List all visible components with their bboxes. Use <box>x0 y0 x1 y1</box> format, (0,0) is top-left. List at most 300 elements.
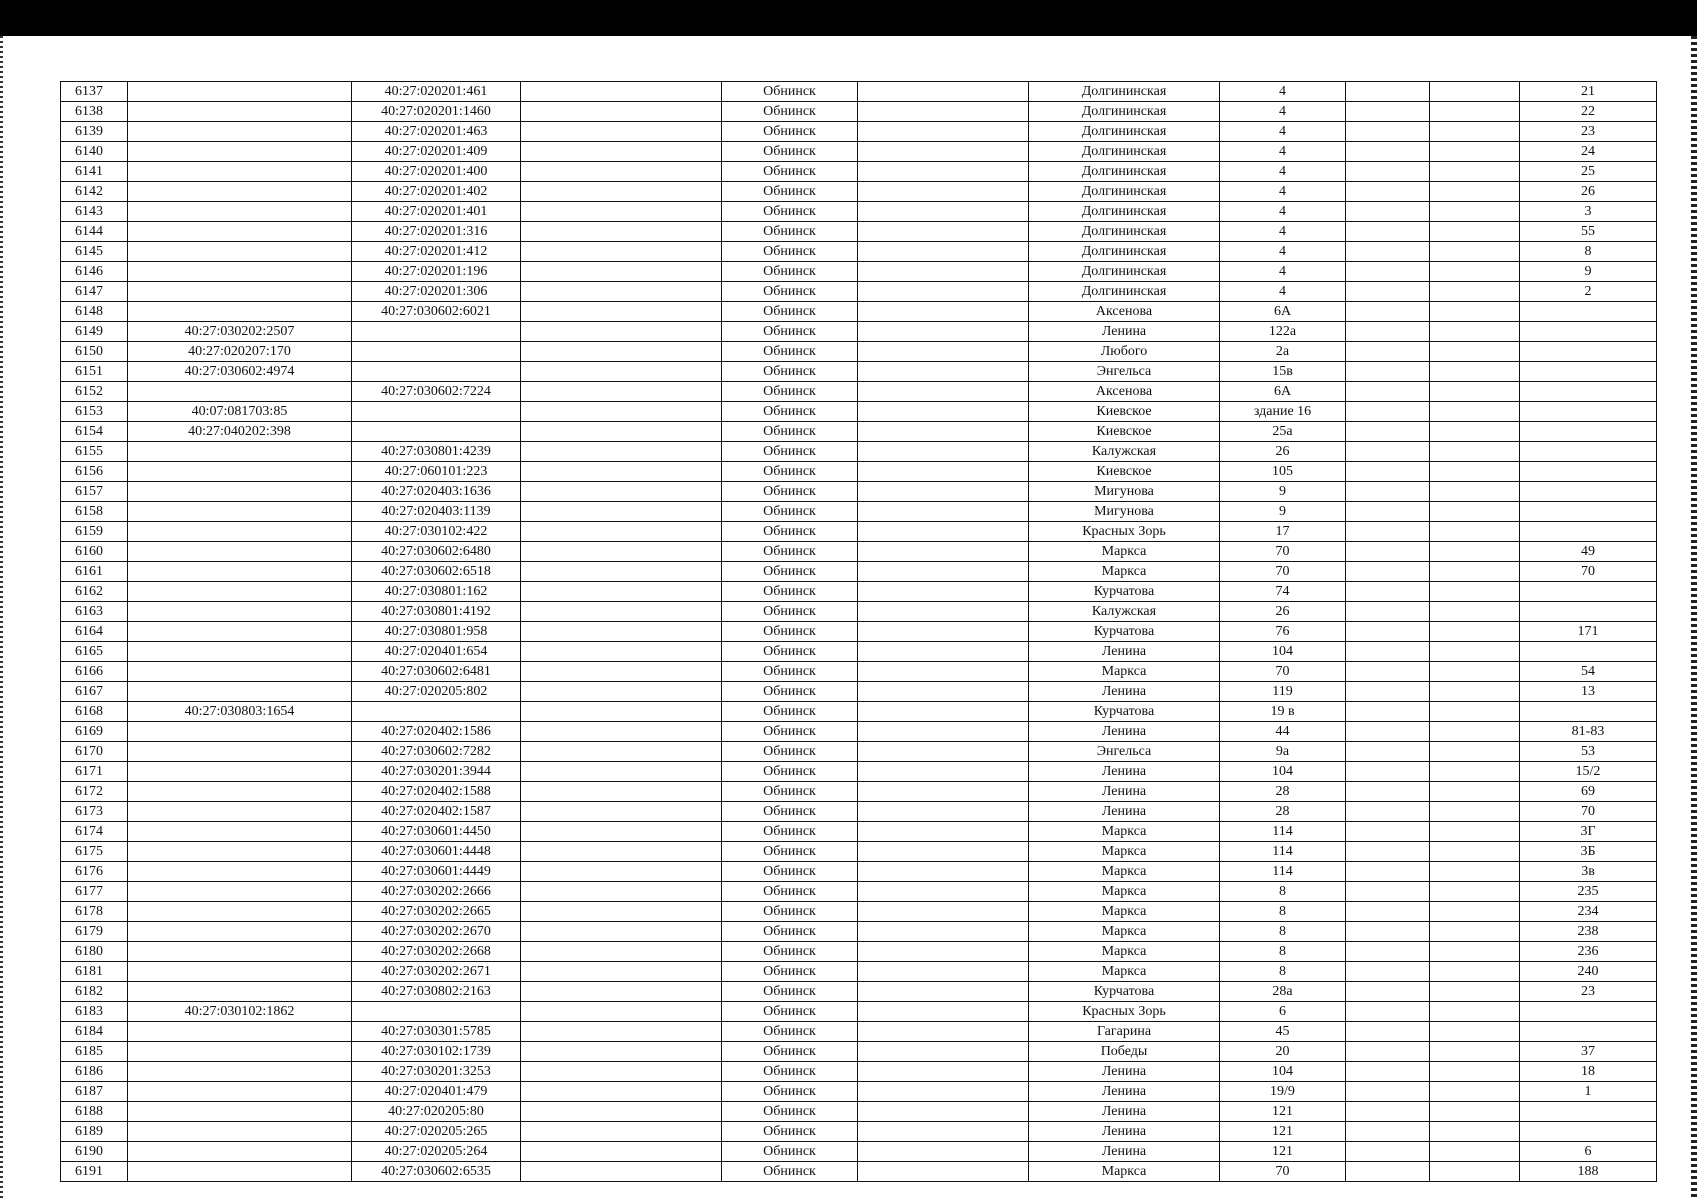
table-row <box>61 1122 1657 1142</box>
flat-cell: 23 <box>1520 122 1657 142</box>
table-row <box>61 242 1657 262</box>
blank-cell <box>858 782 1029 802</box>
blank-cell <box>521 602 722 622</box>
blank-cell <box>1430 542 1520 562</box>
house-cell: 8 <box>1220 882 1346 902</box>
cadastral-number-premises: 40:27:020201:412 <box>352 242 521 262</box>
cadastral-number-building <box>128 602 352 622</box>
register-sheet <box>60 81 1656 1182</box>
row-number: 6178 <box>61 902 128 922</box>
blank-cell <box>521 282 722 302</box>
blank-cell <box>858 702 1029 722</box>
blank-cell <box>858 482 1029 502</box>
blank-cell <box>521 722 722 742</box>
street-cell: Долгининская <box>1029 122 1220 142</box>
blank-cell <box>1430 442 1520 462</box>
blank-cell <box>858 122 1029 142</box>
blank-cell <box>521 782 722 802</box>
cadastral-number-building <box>128 482 352 502</box>
cadastral-number-premises: 40:27:030801:4192 <box>352 602 521 622</box>
house-cell: 28 <box>1220 802 1346 822</box>
blank-cell <box>858 1022 1029 1042</box>
cadastral-number-premises <box>352 422 521 442</box>
city-cell: Обнинск <box>722 822 858 842</box>
city-cell: Обнинск <box>722 562 858 582</box>
cadastral-number-premises: 40:27:020201:463 <box>352 122 521 142</box>
cadastral-number-premises: 40:27:030802:2163 <box>352 982 521 1002</box>
cadastral-number-premises: 40:27:020205:264 <box>352 1142 521 1162</box>
cadastral-number-premises: 40:27:020403:1636 <box>352 482 521 502</box>
city-cell: Обнинск <box>722 362 858 382</box>
street-cell: Киевское <box>1029 462 1220 482</box>
street-cell: Долгининская <box>1029 102 1220 122</box>
blank-cell <box>858 762 1029 782</box>
house-cell: 4 <box>1220 102 1346 122</box>
blank-cell <box>858 662 1029 682</box>
blank-cell <box>1430 1082 1520 1102</box>
table-row <box>61 462 1657 482</box>
blank-cell <box>858 862 1029 882</box>
blank-cell <box>521 1062 722 1082</box>
table-row <box>61 982 1657 1002</box>
cadastral-number-premises: 40:27:030602:6480 <box>352 542 521 562</box>
cadastral-number-premises: 40:27:020201:306 <box>352 282 521 302</box>
table-row <box>61 182 1657 202</box>
blank-cell <box>858 242 1029 262</box>
blank-cell <box>521 182 722 202</box>
cadastral-number-premises: 40:27:020201:461 <box>352 82 521 102</box>
flat-cell: 70 <box>1520 802 1657 822</box>
city-cell: Обнинск <box>722 782 858 802</box>
blank-cell <box>1430 1122 1520 1142</box>
row-number: 6191 <box>61 1162 128 1182</box>
cadastral-number-building <box>128 1102 352 1122</box>
city-cell: Обнинск <box>722 502 858 522</box>
row-number: 6180 <box>61 942 128 962</box>
street-cell: Долгининская <box>1029 242 1220 262</box>
house-cell: 6А <box>1220 302 1346 322</box>
blank-cell <box>1346 1162 1430 1182</box>
blank-cell <box>1346 362 1430 382</box>
address-register-table <box>60 81 1657 1182</box>
flat-cell: 18 <box>1520 1062 1657 1082</box>
blank-cell <box>858 602 1029 622</box>
blank-cell <box>858 462 1029 482</box>
row-number: 6158 <box>61 502 128 522</box>
street-cell: Маркса <box>1029 842 1220 862</box>
blank-cell <box>1346 162 1430 182</box>
flat-cell: 81-83 <box>1520 722 1657 742</box>
city-cell: Обнинск <box>722 582 858 602</box>
city-cell: Обнинск <box>722 762 858 782</box>
flat-cell: 54 <box>1520 662 1657 682</box>
blank-cell <box>521 1122 722 1142</box>
city-cell: Обнинск <box>722 662 858 682</box>
blank-cell <box>1430 422 1520 442</box>
street-cell: Маркса <box>1029 882 1220 902</box>
cadastral-number-premises: 40:27:020201:400 <box>352 162 521 182</box>
blank-cell <box>858 622 1029 642</box>
cadastral-number-building <box>128 582 352 602</box>
table-row <box>61 1062 1657 1082</box>
cadastral-number-premises: 40:27:030201:3944 <box>352 762 521 782</box>
house-cell: 104 <box>1220 642 1346 662</box>
street-cell: Долгининская <box>1029 162 1220 182</box>
cadastral-number-building <box>128 1022 352 1042</box>
house-cell: 26 <box>1220 602 1346 622</box>
blank-cell <box>1346 202 1430 222</box>
cadastral-number-building <box>128 1142 352 1162</box>
cadastral-number-premises: 40:27:030102:1739 <box>352 1042 521 1062</box>
street-cell: Ленина <box>1029 782 1220 802</box>
house-cell: 4 <box>1220 142 1346 162</box>
scan-left-edge <box>0 36 3 1200</box>
city-cell: Обнинск <box>722 1122 858 1142</box>
blank-cell <box>858 102 1029 122</box>
house-cell: 119 <box>1220 682 1346 702</box>
row-number: 6145 <box>61 242 128 262</box>
street-cell: Аксенова <box>1029 302 1220 322</box>
cadastral-number-building <box>128 302 352 322</box>
street-cell: Долгининская <box>1029 142 1220 162</box>
blank-cell <box>858 642 1029 662</box>
blank-cell <box>1430 662 1520 682</box>
house-cell: 28а <box>1220 982 1346 1002</box>
row-number: 6138 <box>61 102 128 122</box>
blank-cell <box>1430 762 1520 782</box>
blank-cell <box>521 122 722 142</box>
row-number: 6148 <box>61 302 128 322</box>
row-number: 6176 <box>61 862 128 882</box>
blank-cell <box>1346 1042 1430 1062</box>
blank-cell <box>858 262 1029 282</box>
street-cell: Ленина <box>1029 1082 1220 1102</box>
cadastral-number-premises: 40:27:030202:2671 <box>352 962 521 982</box>
flat-cell <box>1520 302 1657 322</box>
blank-cell <box>858 142 1029 162</box>
table-row <box>61 1022 1657 1042</box>
blank-cell <box>1430 982 1520 1002</box>
street-cell: Любого <box>1029 342 1220 362</box>
row-number: 6177 <box>61 882 128 902</box>
row-number: 6175 <box>61 842 128 862</box>
house-cell: 6 <box>1220 1002 1346 1022</box>
street-cell: Гагарина <box>1029 1022 1220 1042</box>
cadastral-number-building <box>128 742 352 762</box>
city-cell: Обнинск <box>722 342 858 362</box>
city-cell: Обнинск <box>722 162 858 182</box>
house-cell: 45 <box>1220 1022 1346 1042</box>
blank-cell <box>521 662 722 682</box>
house-cell: 70 <box>1220 562 1346 582</box>
table-row <box>61 1142 1657 1162</box>
row-number: 6167 <box>61 682 128 702</box>
street-cell: Курчатова <box>1029 982 1220 1002</box>
blank-cell <box>858 802 1029 822</box>
flat-cell: 69 <box>1520 782 1657 802</box>
blank-cell <box>521 1082 722 1102</box>
row-number: 6186 <box>61 1062 128 1082</box>
blank-cell <box>1430 822 1520 842</box>
house-cell: 104 <box>1220 762 1346 782</box>
blank-cell <box>521 762 722 782</box>
flat-cell: 9 <box>1520 262 1657 282</box>
street-cell: Ленина <box>1029 1102 1220 1122</box>
cadastral-number-building <box>128 682 352 702</box>
blank-cell <box>1346 742 1430 762</box>
table-row <box>61 642 1657 662</box>
cadastral-number-building <box>128 1082 352 1102</box>
blank-cell <box>521 682 722 702</box>
flat-cell: 1 <box>1520 1082 1657 1102</box>
table-row <box>61 1042 1657 1062</box>
blank-cell <box>1430 842 1520 862</box>
blank-cell <box>521 1022 722 1042</box>
cadastral-number-building: 40:27:030803:1654 <box>128 702 352 722</box>
row-number: 6146 <box>61 262 128 282</box>
row-number: 6156 <box>61 462 128 482</box>
row-number: 6161 <box>61 562 128 582</box>
cadastral-number-premises: 40:27:030602:6481 <box>352 662 521 682</box>
table-row <box>61 862 1657 882</box>
cadastral-number-building <box>128 242 352 262</box>
street-cell: Ленина <box>1029 762 1220 782</box>
blank-cell <box>1346 442 1430 462</box>
scan-top-border <box>0 0 1697 36</box>
city-cell: Обнинск <box>722 802 858 822</box>
blank-cell <box>858 722 1029 742</box>
city-cell: Обнинск <box>722 402 858 422</box>
blank-cell <box>1346 562 1430 582</box>
table-row <box>61 802 1657 822</box>
cadastral-number-building <box>128 542 352 562</box>
table-row <box>61 142 1657 162</box>
house-cell: 4 <box>1220 162 1346 182</box>
city-cell: Обнинск <box>722 942 858 962</box>
blank-cell <box>1346 222 1430 242</box>
city-cell: Обнинск <box>722 442 858 462</box>
street-cell: Красных Зорь <box>1029 522 1220 542</box>
blank-cell <box>1430 1042 1520 1062</box>
city-cell: Обнинск <box>722 322 858 342</box>
street-cell: Энгельса <box>1029 742 1220 762</box>
street-cell: Маркса <box>1029 902 1220 922</box>
house-cell: 4 <box>1220 222 1346 242</box>
cadastral-number-premises <box>352 702 521 722</box>
row-number: 6153 <box>61 402 128 422</box>
blank-cell <box>858 282 1029 302</box>
flat-cell: 26 <box>1520 182 1657 202</box>
blank-cell <box>521 1002 722 1022</box>
cadastral-number-building <box>128 282 352 302</box>
blank-cell <box>1346 482 1430 502</box>
flat-cell: 3Б <box>1520 842 1657 862</box>
flat-cell <box>1520 1102 1657 1122</box>
cadastral-number-building: 40:27:030602:4974 <box>128 362 352 382</box>
city-cell: Обнинск <box>722 122 858 142</box>
city-cell: Обнинск <box>722 182 858 202</box>
row-number: 6171 <box>61 762 128 782</box>
house-cell: 4 <box>1220 202 1346 222</box>
blank-cell <box>858 182 1029 202</box>
table-row <box>61 682 1657 702</box>
row-number: 6159 <box>61 522 128 542</box>
row-number: 6190 <box>61 1142 128 1162</box>
table-row <box>61 542 1657 562</box>
table-row <box>61 942 1657 962</box>
blank-cell <box>1346 882 1430 902</box>
blank-cell <box>858 162 1029 182</box>
cadastral-number-building <box>128 562 352 582</box>
cadastral-number-building: 40:27:040202:398 <box>128 422 352 442</box>
table-row <box>61 1162 1657 1182</box>
flat-cell: 15/2 <box>1520 762 1657 782</box>
cadastral-number-building <box>128 782 352 802</box>
street-cell: Долгининская <box>1029 222 1220 242</box>
house-cell: 114 <box>1220 822 1346 842</box>
street-cell: Ленина <box>1029 1142 1220 1162</box>
house-cell: 9 <box>1220 482 1346 502</box>
cadastral-number-premises: 40:27:020401:654 <box>352 642 521 662</box>
table-row <box>61 162 1657 182</box>
blank-cell <box>521 542 722 562</box>
blank-cell <box>1346 1122 1430 1142</box>
cadastral-number-building <box>128 462 352 482</box>
blank-cell <box>521 582 722 602</box>
blank-cell <box>858 1142 1029 1162</box>
city-cell: Обнинск <box>722 742 858 762</box>
street-cell: Долгининская <box>1029 202 1220 222</box>
city-cell: Обнинск <box>722 1102 858 1122</box>
cadastral-number-building <box>128 142 352 162</box>
flat-cell: 24 <box>1520 142 1657 162</box>
house-cell: 114 <box>1220 862 1346 882</box>
flat-cell <box>1520 422 1657 442</box>
blank-cell <box>1346 582 1430 602</box>
cadastral-number-building <box>128 1042 352 1062</box>
street-cell: Курчатова <box>1029 622 1220 642</box>
cadastral-number-building <box>128 842 352 862</box>
house-cell: 17 <box>1220 522 1346 542</box>
cadastral-number-premises: 40:27:030602:6518 <box>352 562 521 582</box>
cadastral-number-building <box>128 502 352 522</box>
blank-cell <box>521 502 722 522</box>
blank-cell <box>1346 102 1430 122</box>
city-cell: Обнинск <box>722 642 858 662</box>
blank-cell <box>1430 402 1520 422</box>
cadastral-number-building <box>128 662 352 682</box>
table-row <box>61 822 1657 842</box>
blank-cell <box>521 982 722 1002</box>
cadastral-number-premises: 40:27:020205:80 <box>352 1102 521 1122</box>
row-number: 6169 <box>61 722 128 742</box>
blank-cell <box>1346 642 1430 662</box>
scan-right-edge <box>1691 36 1697 1200</box>
blank-cell <box>858 882 1029 902</box>
table-row <box>61 842 1657 862</box>
cadastral-number-building <box>128 802 352 822</box>
house-cell: 4 <box>1220 282 1346 302</box>
blank-cell <box>1430 1022 1520 1042</box>
table-row <box>61 662 1657 682</box>
street-cell: Маркса <box>1029 942 1220 962</box>
blank-cell <box>1430 602 1520 622</box>
city-cell: Обнинск <box>722 982 858 1002</box>
blank-cell <box>1430 1102 1520 1122</box>
house-cell: 121 <box>1220 1102 1346 1122</box>
city-cell: Обнинск <box>722 262 858 282</box>
blank-cell <box>1430 622 1520 642</box>
house-cell: 122а <box>1220 322 1346 342</box>
row-number: 6168 <box>61 702 128 722</box>
row-number: 6140 <box>61 142 128 162</box>
street-cell: Маркса <box>1029 862 1220 882</box>
street-cell: Долгининская <box>1029 182 1220 202</box>
house-cell: 121 <box>1220 1122 1346 1142</box>
cadastral-number-premises: 40:27:030102:422 <box>352 522 521 542</box>
blank-cell <box>521 142 722 162</box>
flat-cell <box>1520 642 1657 662</box>
table-row <box>61 902 1657 922</box>
blank-cell <box>858 982 1029 1002</box>
table-row <box>61 322 1657 342</box>
street-cell: Курчатова <box>1029 582 1220 602</box>
blank-cell <box>1346 842 1430 862</box>
blank-cell <box>1346 622 1430 642</box>
cadastral-number-building <box>128 182 352 202</box>
blank-cell <box>521 1142 722 1162</box>
street-cell: Маркса <box>1029 662 1220 682</box>
blank-cell <box>1346 422 1430 442</box>
blank-cell <box>858 362 1029 382</box>
city-cell: Обнинск <box>722 1042 858 1062</box>
cadastral-number-premises: 40:27:020205:802 <box>352 682 521 702</box>
table-row <box>61 362 1657 382</box>
cadastral-number-premises: 40:27:030202:2665 <box>352 902 521 922</box>
street-cell: Маркса <box>1029 562 1220 582</box>
house-cell: 76 <box>1220 622 1346 642</box>
street-cell: Курчатова <box>1029 702 1220 722</box>
blank-cell <box>858 1082 1029 1102</box>
blank-cell <box>1346 462 1430 482</box>
blank-cell <box>1346 382 1430 402</box>
blank-cell <box>1430 122 1520 142</box>
cadastral-number-building <box>128 1162 352 1182</box>
blank-cell <box>521 322 722 342</box>
cadastral-number-building <box>128 522 352 542</box>
cadastral-number-premises: 40:27:060101:223 <box>352 462 521 482</box>
house-cell: 105 <box>1220 462 1346 482</box>
flat-cell: 13 <box>1520 682 1657 702</box>
row-number: 6184 <box>61 1022 128 1042</box>
house-cell: 20 <box>1220 1042 1346 1062</box>
cadastral-number-premises: 40:27:030202:2666 <box>352 882 521 902</box>
table-row <box>61 502 1657 522</box>
table-row <box>61 102 1657 122</box>
city-cell: Обнинск <box>722 962 858 982</box>
table-row <box>61 222 1657 242</box>
blank-cell <box>1346 302 1430 322</box>
city-cell: Обнинск <box>722 682 858 702</box>
blank-cell <box>858 962 1029 982</box>
row-number: 6189 <box>61 1122 128 1142</box>
row-number: 6188 <box>61 1102 128 1122</box>
flat-cell: 25 <box>1520 162 1657 182</box>
blank-cell <box>858 1102 1029 1122</box>
cadastral-number-premises: 40:27:030602:6021 <box>352 302 521 322</box>
house-cell: 44 <box>1220 722 1346 742</box>
city-cell: Обнинск <box>722 142 858 162</box>
